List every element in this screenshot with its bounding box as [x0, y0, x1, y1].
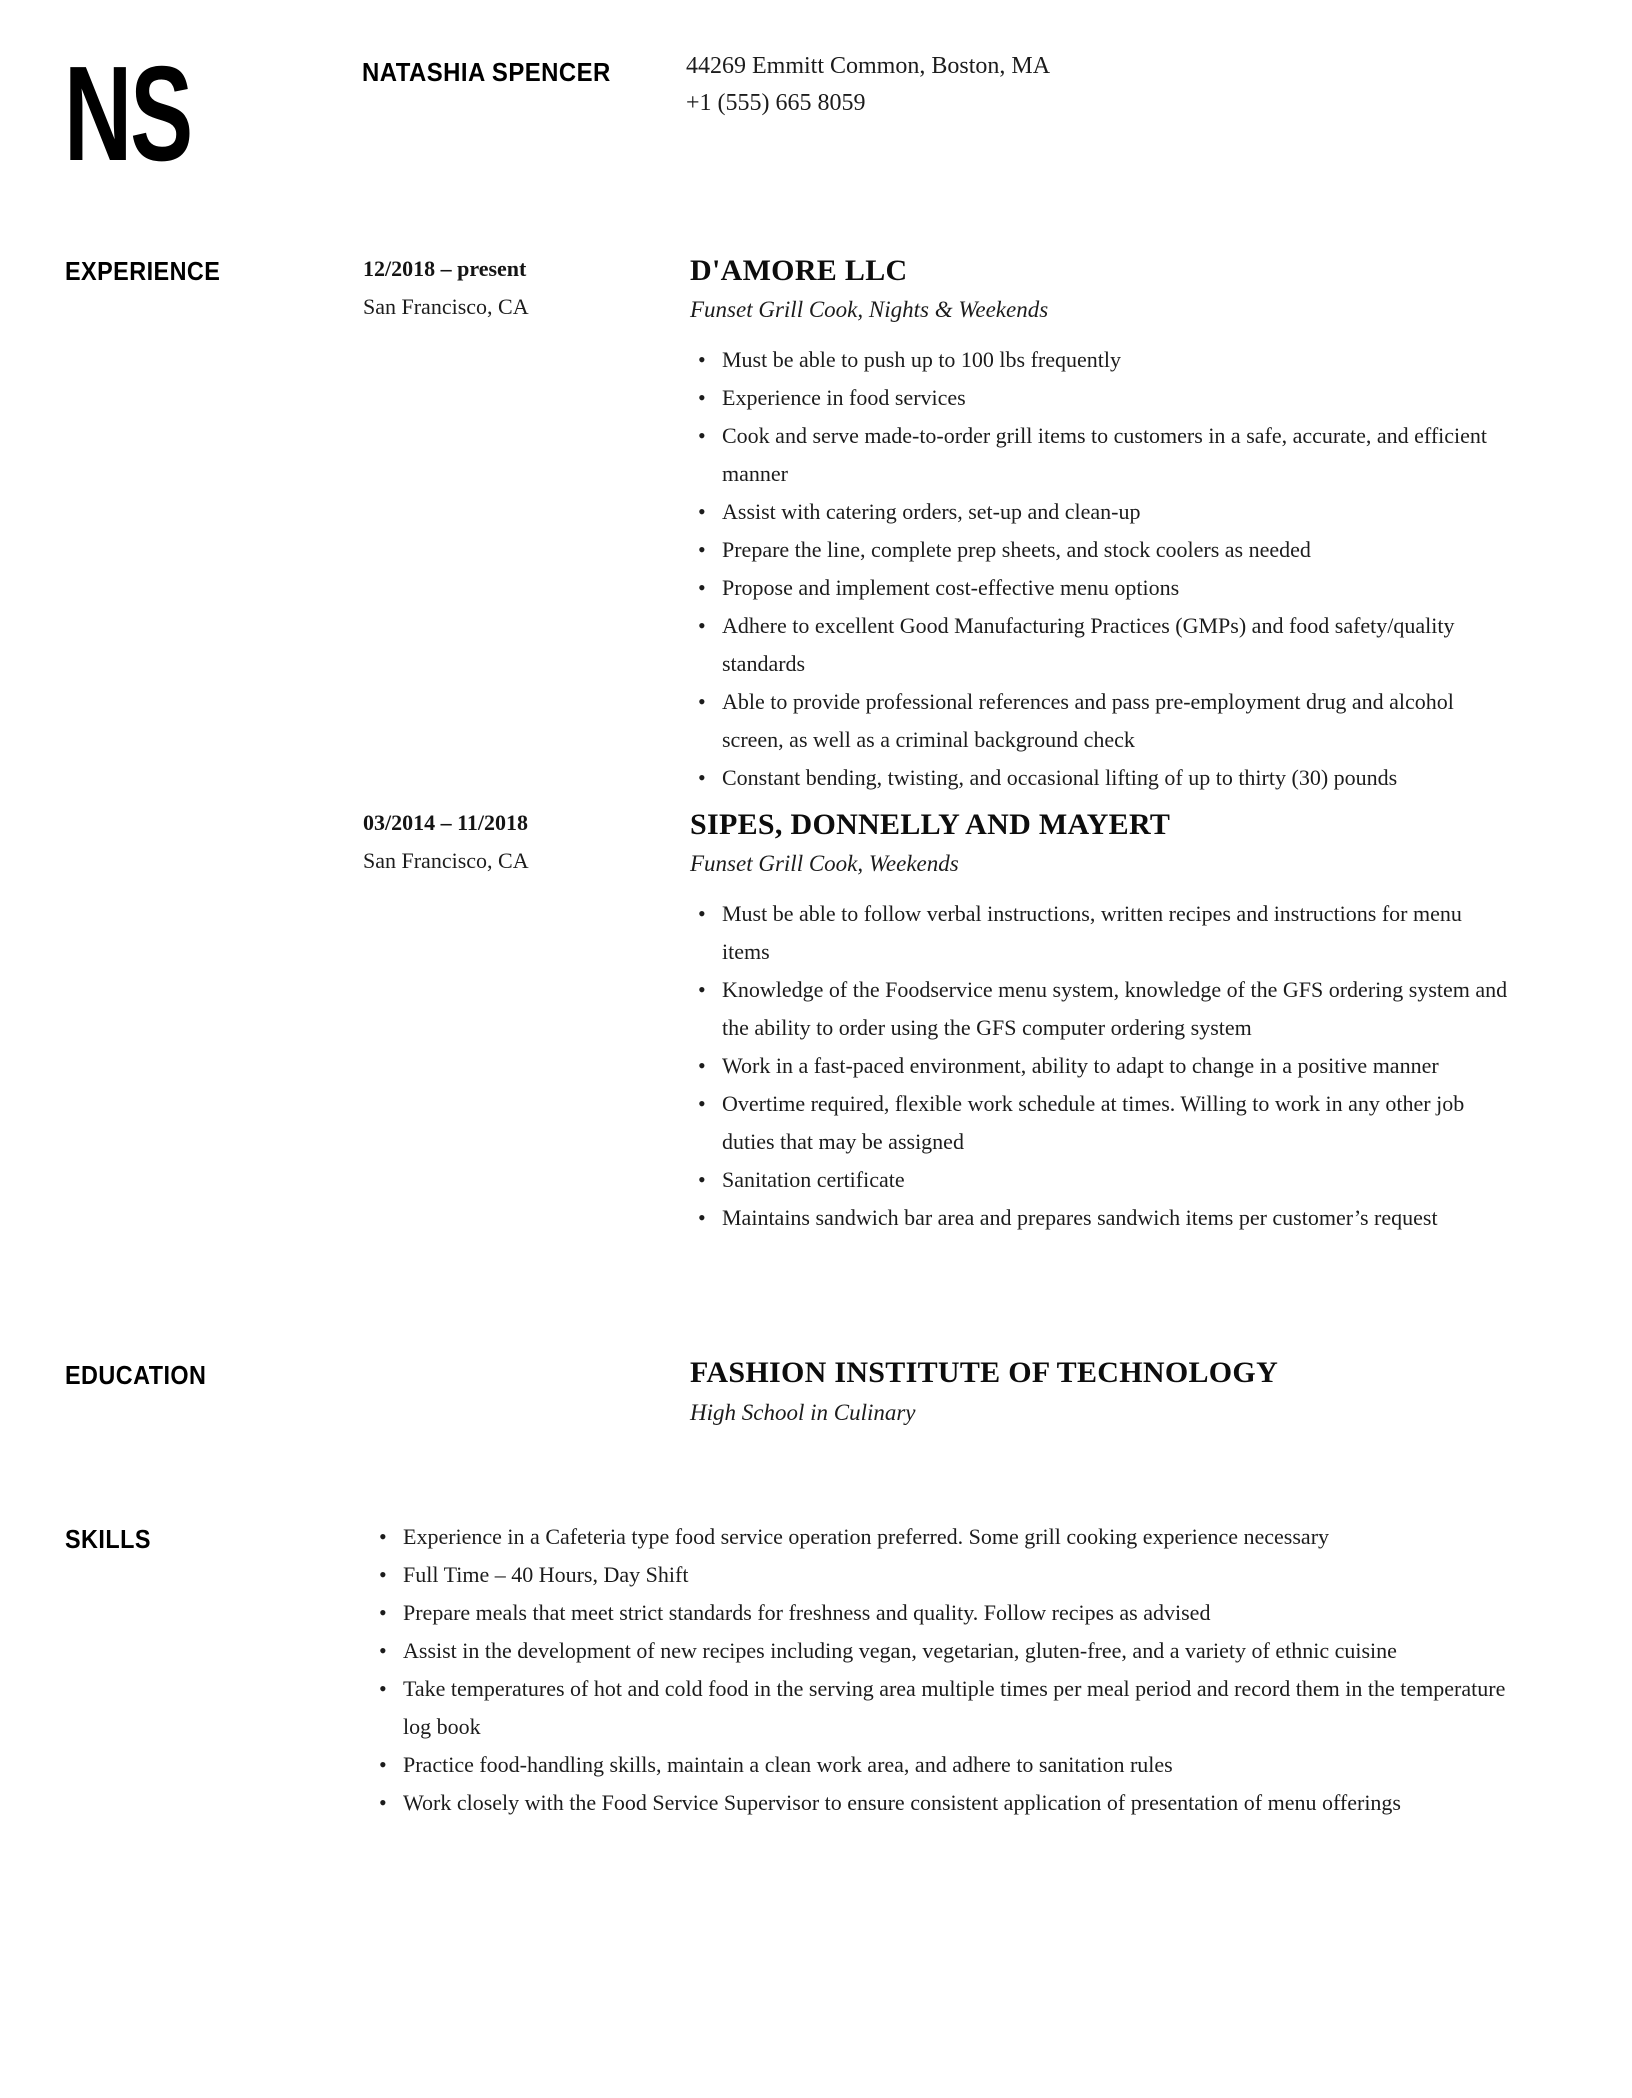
section-label-experience: EXPERIENCE [65, 256, 221, 286]
bullet-item: • Constant bending, twisting, and occasional lifting of up to thirty (30) pounds [690, 759, 1514, 797]
job2-bullet-list [690, 895, 1514, 1237]
bullet-item: • Work in a fast-paced environment, ability to adapt to change in a positive manner [690, 1047, 1514, 1085]
bullet-item: • Propose and implement cost-effective menu options [690, 569, 1514, 607]
monogram-initials: NS [64, 38, 192, 189]
bullet-item: • Knowledge of the Foodservice menu system, knowledge of the GFS ordering system and the ability to order using the GFS computer ordering system [690, 971, 1514, 1047]
job2-role: Funset Grill Cook, Weekends [690, 851, 959, 876]
job2-content [690, 808, 1514, 1237]
bullet-item: • Must be able to push up to 100 lbs frequently [690, 341, 1514, 379]
job2-meta [363, 810, 653, 874]
skills-bullet-list [363, 1518, 1511, 1822]
candidate-name: NATASHIA SPENCER [362, 57, 611, 87]
bullet-item: • Assist in the development of new recipes including vegan, vegetarian, gluten-free, and a variety of ethnic cuisine [363, 1632, 1511, 1670]
job1-bullet-list [690, 341, 1514, 797]
bullet-item: • Overtime required, flexible work schedule at times. Willing to work in any other job duties that may be assigned [690, 1085, 1514, 1161]
job1-role: Funset Grill Cook, Nights & Weekends [690, 297, 1049, 322]
job2-company: SIPES, DONNELLY AND MAYERT [690, 808, 1171, 841]
job1-content [690, 254, 1514, 797]
bullet-item: • Take temperatures of hot and cold food in the serving area multiple times per meal period and record them in the temperature log book [363, 1670, 1511, 1746]
bullet-item: • Adhere to excellent Good Manufacturing Practices (GMPs) and food safety/quality standards [690, 607, 1514, 683]
bullet-item: • Sanitation certificate [690, 1161, 1514, 1199]
bullet-item: • Assist with catering orders, set-up and clean-up [690, 493, 1514, 531]
contact-address: 44269 Emmitt Common, Boston, MA [686, 53, 1051, 79]
job2-dates: 03/2014 – 11/2018 [363, 810, 529, 835]
education-school: FASHION INSTITUTE OF TECHNOLOGY [690, 1356, 1279, 1389]
bullet-item: • Experience in food services [690, 379, 1514, 417]
section-label-skills: SKILLS [65, 1524, 151, 1554]
bullet-item: • Cook and serve made-to-order grill items to customers in a safe, accurate, and efficient manner [690, 417, 1514, 493]
bullet-item: • Work closely with the Food Service Supervisor to ensure consistent application of presentation of menu offerings [363, 1784, 1511, 1822]
job1-dates: 12/2018 – present [363, 256, 527, 281]
bullet-item: • Maintains sandwich bar area and prepares sandwich items per customer’s request [690, 1199, 1514, 1237]
section-label-education: EDUCATION [65, 1360, 207, 1390]
job1-company: D'AMORE LLC [690, 254, 908, 287]
job2-location: San Francisco, CA [363, 848, 529, 873]
skills-content [363, 1518, 1511, 1822]
education-content [690, 1356, 1550, 1426]
bullet-item: • Prepare the line, complete prep sheets, and stock coolers as needed [690, 531, 1514, 569]
education-degree: High School in Culinary [690, 1400, 916, 1425]
bullet-item: • Practice food-handling skills, maintain a clean work area, and adhere to sanitation rules [363, 1746, 1511, 1784]
bullet-item: • Must be able to follow verbal instructions, written recipes and instructions for menu items [690, 895, 1514, 971]
contact-block [686, 48, 1050, 122]
contact-phone: +1 (555) 665 8059 [686, 90, 866, 116]
bullet-item: • Able to provide professional references and pass pre-employment drug and alcohol screen, as well as a criminal background check [690, 683, 1514, 759]
job1-meta [363, 256, 653, 320]
job1-location: San Francisco, CA [363, 294, 529, 319]
bullet-item: • Experience in a Cafeteria type food service operation preferred. Some grill cooking experience necessary [363, 1518, 1511, 1556]
bullet-item: • Prepare meals that meet strict standards for freshness and quality. Follow recipes as advised [363, 1594, 1511, 1632]
bullet-item: • Full Time – 40 Hours, Day Shift [363, 1556, 1511, 1594]
